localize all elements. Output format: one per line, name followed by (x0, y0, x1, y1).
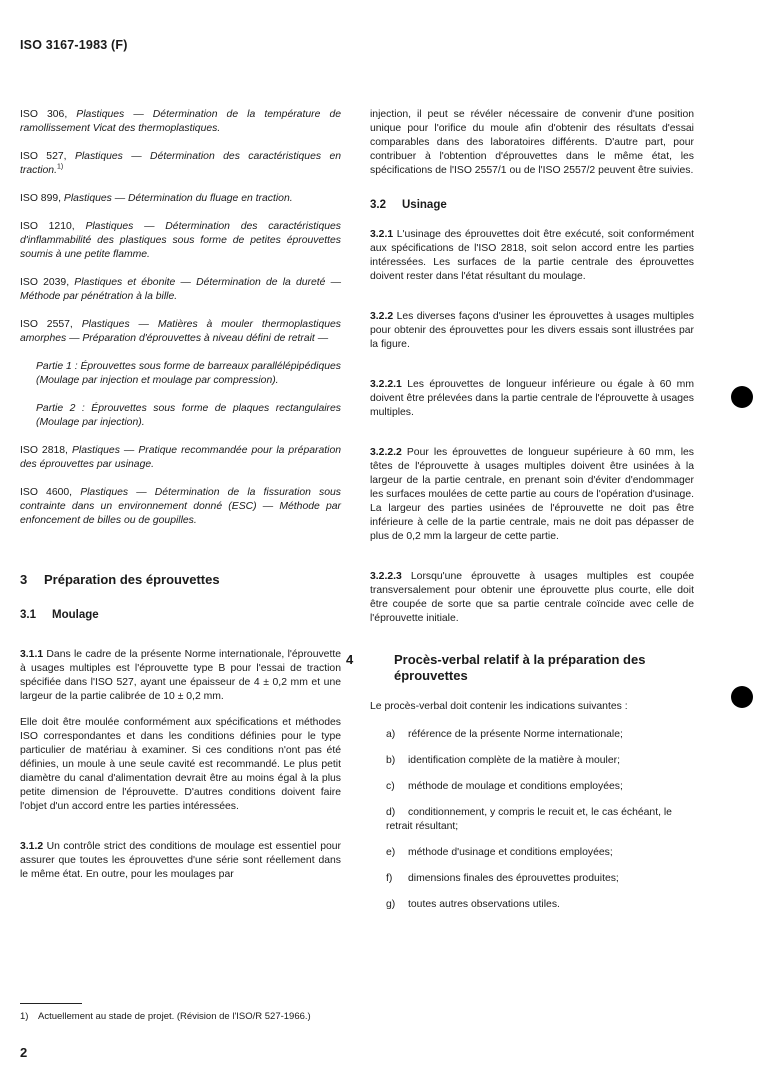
item-text: toutes autres observations utiles. (408, 899, 560, 910)
section-title: Procès-verbal relatif à la préparation des éprouvettes (394, 652, 646, 683)
footnote-marker: 1) (56, 163, 64, 171)
reference-iso2039 (20, 276, 341, 304)
page-number: 2 (20, 1045, 28, 1060)
section-title: Préparation des éprouvettes (44, 572, 220, 587)
reference-iso306 (20, 108, 341, 136)
reference-iso4600 (20, 486, 341, 528)
report-items-list (370, 728, 694, 912)
left-column (20, 108, 341, 896)
paragraph-3-1-2 (20, 840, 341, 882)
paragraph-3-2-1 (370, 228, 694, 284)
reference-iso2557 (20, 318, 341, 346)
paragraph-3-1-1 (20, 648, 341, 704)
ref-number: ISO 2039, (20, 277, 70, 288)
paragraph-text: Les diverses façons d'usiner les éprouvettes à usages multiples pour obtenir des éprouvettes pour les divers essais sont illustrées par la figure. (370, 311, 694, 350)
paragraph-number: 3.2.2.1 (370, 379, 402, 390)
document-header: ISO 3167-1983 (F) (20, 38, 128, 52)
paragraph-number: 3.2.2.2 (370, 447, 402, 458)
subsection-title: Moulage (52, 609, 99, 621)
ref-number: ISO 2818, (20, 445, 68, 456)
list-item (386, 780, 694, 794)
paragraph-3-1-2-continued: injection, il peut se révéler nécessaire de convenir d'une position unique pour l'orifice du moule afin d'obtenir des résultats d'essai comparables dans des laboratoires différents. D'autre part, pour contribuer à l'obtention d'éprouvettes dans le même état, les spécifications de l'ISO 2557/1 ou de l'ISO 2557/2 peuvent être suivies. (370, 109, 694, 176)
paragraph-3-2-2-3 (370, 570, 694, 626)
ref-title: Plastiques — Détermination des caractéristiques d'inflammabilité des plastiques sous forme de petites éprouvettes soumis à une petite flamme. (20, 221, 341, 260)
paragraph-text: L'usinage des éprouvettes doit être exécuté, soit conformément aux spécifications de l'ISO 2818, soit selon accord entre les parties intéressées. Les surfaces de la partie centrale des éprouvettes doivent rester dans l'état résultant du moulage. (370, 229, 695, 282)
ref-title: Plastiques — Pratique recommandée pour la préparation des éprouvettes par usinage. (20, 445, 341, 470)
paragraph-3-2-2-2 (370, 446, 694, 544)
list-item (386, 806, 694, 834)
reference-iso1210 (20, 220, 341, 262)
ref-number: ISO 4600, (20, 487, 73, 498)
paragraph-number: 3.1.1 (20, 649, 44, 660)
paragraph-number: 3.2.2 (370, 311, 394, 322)
punch-hole-mark (731, 686, 753, 708)
item-label: b) (386, 755, 396, 766)
subsection-number: 3.2 (370, 199, 386, 211)
section-3-heading (20, 572, 341, 588)
paragraph-number: 3.2.2.3 (370, 571, 402, 582)
item-label: e) (386, 847, 396, 858)
ref-title: Plastiques — Détermination des caractéristiques en traction. (20, 151, 342, 176)
item-label: f) (386, 873, 393, 884)
paragraph-3-2-2 (370, 310, 694, 352)
footnote-number: 1) (20, 1011, 29, 1022)
item-text: méthode d'usinage et conditions employées; (408, 847, 613, 858)
footnote-text: Actuellement au stade de projet. (Révision de l'ISO/R 527-1966.) (38, 1011, 311, 1022)
section-number: 3 (20, 572, 28, 587)
reference-part-2: Partie 2 : Éprouvettes sous forme de plaques rectangulaires (Moulage par injection). (36, 403, 341, 428)
ref-title: Plastiques — Détermination de la température de ramollissement Vicat des thermoplastiques. (20, 109, 342, 134)
paragraph-text: Lorsqu'une éprouvette à usages multiples est coupée transversalement pour obtenir une éprouvette plus courte, elle doit être coupée de sorte que sa partie centrale coïncide avec celle de l'éprouvette initiale. (370, 571, 695, 624)
punch-hole-mark (731, 386, 753, 408)
item-text: conditionnement, y compris le recuit et, le cas échéant, le retrait résultant; (386, 807, 672, 832)
item-text: référence de la présente Norme internationale; (408, 729, 623, 740)
item-text: dimensions finales des éprouvettes produites; (408, 873, 619, 884)
paragraph-text: Un contrôle strict des conditions de moulage est essentiel pour assurer que toutes les éprouvettes d'une série sont réellement dans le même état. En outre, pour les moulages par (20, 841, 341, 880)
paragraph-text: Pour les éprouvettes de longueur supérieure à 60 mm, les têtes de l'éprouvette à usages multiples doivent être usinées à la largeur de la partie centrale, en prenant soin d'éviter d'endommager les surfaces moulées de cette partie au cours de l'opération d'usinage. La largeur des parties usinées de l'éprouvette ne doit pas être inférieure à celle de la partie centrale, mais ne doit pas dépasser de plus de 0,2 mm la largeur de cette partie. (370, 447, 694, 542)
footnote-divider (20, 1003, 82, 1004)
list-item (386, 872, 694, 886)
reference-iso899 (20, 192, 341, 206)
paragraph-text: Dans le cadre de la présente Norme internationale, l'éprouvette à usages multiples est l'éprouvette type B pour l'essai de traction spécifiée dans l'ISO 527, ayant une épaisseur de 4 ± 0,2 mm et une largeur de la partie calibrée de 10 ± 0,2 mm. (20, 649, 342, 702)
footnote (20, 1011, 311, 1022)
paragraph-3-2-2-1 (370, 378, 694, 420)
ref-title: Plastiques — Matières à mouler thermoplastiques amorphes — Préparation d'éprouvettes à niveau défini de retrait — (20, 319, 341, 344)
item-label: a) (386, 729, 396, 740)
paragraph-number: 3.2.1 (370, 229, 394, 240)
paragraph-3-1-1-continued: Elle doit être moulée conformément aux spécifications et méthodes ISO correspondantes et dans les conditions définies pour le type particulier de matériau à examiner. Si ces conditions n'ont pas été définies, un moule à une seule cavité est recommandé. Le plus petit diamètre du canal d'alimentation devrait être au moins égal à la plus petite dimension de l'éprouvette. D'autres conditions doivent faire l'objet d'un accord entre les parties intéressées. (20, 717, 341, 812)
section-4-heading (346, 652, 694, 684)
list-item (386, 728, 694, 742)
reference-part-1: Partie 1 : Éprouvettes sous forme de barreaux parallélépipédiques (Moulage par injection et moulage par compression). (36, 361, 341, 386)
ref-number: ISO 527, (20, 151, 67, 162)
paragraph-number: 3.1.2 (20, 841, 44, 852)
list-item (386, 846, 694, 860)
item-label: g) (386, 899, 396, 910)
ref-number: ISO 306, (20, 109, 68, 120)
section-number: 4 (346, 652, 354, 667)
item-label: d) (386, 807, 396, 818)
item-text: méthode de moulage et conditions employées; (408, 781, 623, 792)
ref-number: ISO 899, (20, 193, 62, 204)
reference-iso527 (20, 150, 341, 178)
subsection-title: Usinage (402, 199, 447, 211)
ref-title: Plastiques et ébonite — Détermination de la dureté — Méthode par pénétration à la bille. (20, 277, 341, 302)
item-text: identification complète de la matière à mouler; (408, 755, 620, 766)
ref-title: Plastiques — Détermination de la fissuration sous contrainte dans un environnement donné (ESC) — Méthode par enfoncement de billes ou de goupilles. (20, 487, 341, 526)
item-label: c) (386, 781, 395, 792)
ref-number: ISO 2557, (20, 319, 73, 330)
ref-title: Plastiques — Détermination du fluage en traction. (63, 193, 293, 204)
subsection-number: 3.1 (20, 609, 36, 621)
paragraph-text: Les éprouvettes de longueur inférieure ou égale à 60 mm doivent être prélevées dans la partie centrale de l'éprouvette à usages multiples. (370, 379, 694, 418)
reference-iso2818 (20, 444, 341, 472)
subsection-3-2-heading (370, 198, 694, 212)
right-column (346, 108, 695, 924)
report-intro: Le procès-verbal doit contenir les indications suivantes : (370, 701, 628, 712)
list-item (386, 898, 694, 912)
list-item (386, 754, 694, 768)
subsection-3-1-heading (20, 608, 341, 622)
ref-number: ISO 1210, (20, 221, 75, 232)
